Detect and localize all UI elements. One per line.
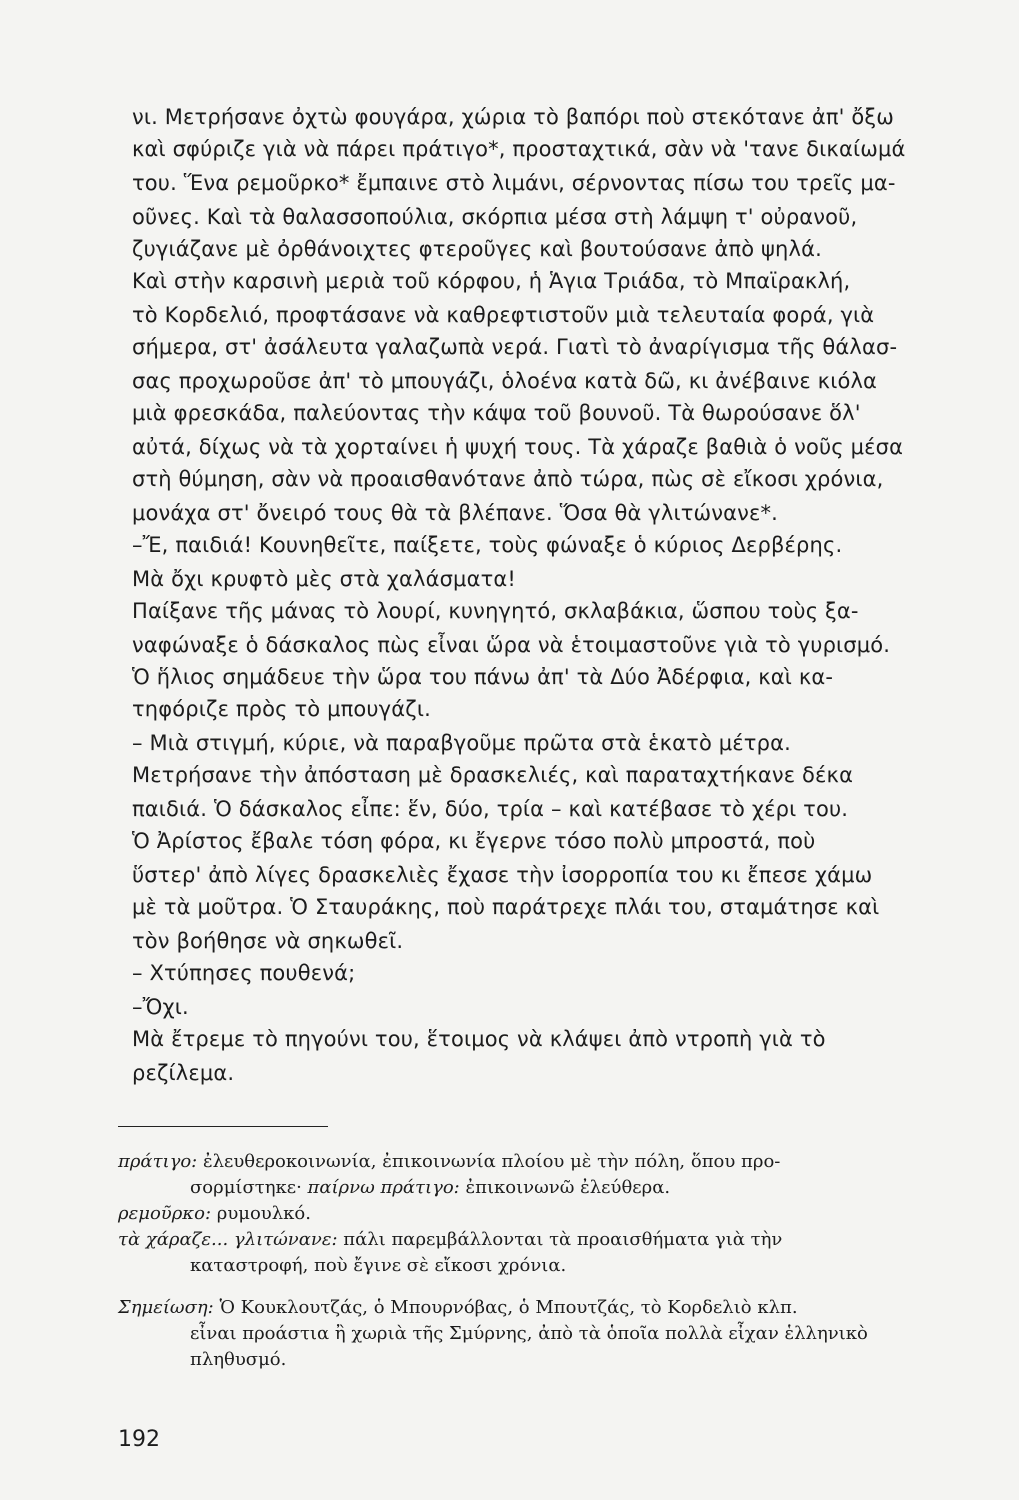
body-line: –Ἔ, παιδιά! Κουνηθεῖτε, παίξετε, τοὺς φώναξε ὁ κύριος Δερβέρης. bbox=[132, 533, 843, 557]
footnote-text: ἐπικοινωνῶ ἐλεύθερα. bbox=[459, 1177, 671, 1198]
body-line: ζυγιάζανε μὲ ὀρθάνοιχτες φτεροῦγες καὶ βουτούσανε ἀπὸ ψηλά. bbox=[132, 237, 822, 261]
footnote-line bbox=[118, 1228, 782, 1252]
body-line: Μετρήσανε τὴν ἀπόσταση μὲ δρασκελιές, καὶ παραταχτήκανε δέκα bbox=[132, 763, 854, 787]
footnote-line bbox=[190, 1254, 566, 1278]
body-line: ὕστερ' ἀπὸ λίγες δρασκελιὲς ἔχασε τὴν ἰσορροπία του κι ἔπεσε χάμω bbox=[132, 863, 873, 887]
body-line: μονάχα στ' ὄνειρό τους θὰ τὰ βλέπανε. Ὅσα θὰ γλιτώνανε*. bbox=[132, 501, 778, 525]
body-line: – Χτύπησες πουθενά; bbox=[132, 961, 356, 985]
body-line: στὴ θύμηση, σὰν νὰ προαισθανότανε ἀπὸ τώρα, πὼς σὲ εἴκοσι χρόνια, bbox=[132, 467, 884, 491]
body-line: τὸ Κορδελιό, προφτάσανε νὰ καθρεφτιστοῦν μιὰ τελευταία φορά, γιὰ bbox=[132, 303, 875, 327]
footnote-text: ρυμουλκό. bbox=[211, 1203, 311, 1224]
footnote-term: ρεμοῦρκο: bbox=[118, 1203, 212, 1224]
body-line: τὸν βοήθησε νὰ σηκωθεῖ. bbox=[132, 929, 404, 953]
body-line: καὶ σφύριζε γιὰ νὰ πάρει πράτιγο*, προσταχτικά, σὰν νὰ 'τανε δικαίωμά bbox=[132, 137, 906, 161]
footnote-line bbox=[118, 1202, 311, 1226]
footnote-term: τὰ χάραζε... γλιτώνανε: bbox=[118, 1229, 338, 1250]
footnote-text: πληθυσμό. bbox=[190, 1349, 287, 1370]
body-line: ρεζίλεμα. bbox=[132, 1061, 235, 1085]
footnote-line bbox=[118, 1296, 798, 1320]
body-line: παιδιά. Ὁ δάσκαλος εἶπε: ἕν, δύο, τρία – καὶ κατέβασε τὸ χέρι του. bbox=[132, 797, 849, 821]
body-line: σήμερα, στ' ἀσάλευτα γαλαζωπὰ νερά. Γιατὶ τὸ ἀναρίγισμα τῆς θάλασ- bbox=[132, 335, 898, 359]
footnote-text: εἶναι προάστια ἢ χωριὰ τῆς Σμύρνης, ἀπὸ τὰ ὁποῖα πολλὰ εἶχαν ἑλληνικὸ bbox=[190, 1323, 868, 1344]
body-line: – Μιὰ στιγμή, κύριε, νὰ παραβγοῦμε πρῶτα στὰ ἑκατὸ μέτρα. bbox=[132, 731, 791, 755]
footnote-line bbox=[190, 1348, 286, 1372]
footnote-text: πάλι παρεμβάλλονται τὰ προαισθήματα γιὰ τὴν bbox=[337, 1229, 783, 1250]
body-line: σας προχωροῦσε ἀπ' τὸ μπουγάζι, ὁλοένα κατὰ δῶ, κι ἀνέβαινε κιόλα bbox=[132, 369, 878, 393]
body-line: νι. Μετρήσανε ὀχτὼ φουγάρα, χώρια τὸ βαπόρι ποὺ στεκότανε ἀπ' ὄξω bbox=[132, 105, 894, 129]
footnote-term: παίρνω πράτιγο: bbox=[307, 1177, 460, 1198]
body-line: αὐτά, δίχως νὰ τὰ χορταίνει ἡ ψυχή τους. Τὰ χάραζε βαθιὰ ὁ νοῦς μέσα bbox=[132, 435, 904, 459]
body-line: οῦνες. Καὶ τὰ θαλασσοπούλια, σκόρπια μέσα στὴ λάμψη τ' οὐρανοῦ, bbox=[132, 205, 858, 229]
body-line: ναφώναξε ὁ δάσκαλος πὼς εἶναι ὥρα νὰ ἑτοιμαστοῦνε γιὰ τὸ γυρισμό. bbox=[132, 633, 891, 657]
body-line: Παίξανε τῆς μάνας τὸ λουρί, κυνηγητό, σκλαβάκια, ὥσπου τοὺς ξα- bbox=[132, 599, 859, 623]
body-line: του. Ἕνα ρεμοῦρκο* ἔμπαινε στὸ λιμάνι, σέρνοντας πίσω του τρεῖς μα- bbox=[132, 171, 896, 195]
footnote-divider bbox=[118, 1126, 328, 1127]
footnote-text: καταστροφή, ποὺ ἔγινε σὲ εἴκοσι χρόνια. bbox=[190, 1255, 567, 1276]
footnote-text: σορμίστηκε· bbox=[190, 1177, 308, 1198]
body-line: Καὶ στὴν καρσινὴ μεριὰ τοῦ κόρφου, ἡ Ἁγια Τριάδα, τὸ Μπαϊρακλή, bbox=[132, 269, 851, 293]
footnote-line bbox=[190, 1322, 868, 1346]
page-number: 192 bbox=[118, 1427, 160, 1452]
footnote-text: Ὁ Κουκλουτζάς, ὁ Μπουρνόβας, ὁ Μπουτζάς, τὸ Κορδελιὸ κλπ. bbox=[213, 1297, 798, 1318]
body-line: Ὁ Ἀρίστος ἔβαλε τόση φόρα, κι ἔγερνε τόσο πολὺ μπροστά, ποὺ bbox=[132, 829, 816, 853]
footnote-line bbox=[118, 1150, 780, 1174]
body-line: μὲ τὰ μοῦτρα. Ὁ Σταυράκης, ποὺ παράτρεχε πλάι του, σταμάτησε καὶ bbox=[132, 895, 880, 919]
footnote-term: πράτιγο: bbox=[118, 1151, 198, 1172]
footnote-term: Σημείωση: bbox=[118, 1297, 214, 1318]
body-line: τηφόριζε πρὸς τὸ μπουγάζι. bbox=[132, 697, 431, 721]
body-line: μιὰ φρεσκάδα, παλεύοντας τὴν κάψα τοῦ βουνοῦ. Τὰ θωρούσανε ὅλ' bbox=[132, 401, 861, 425]
body-line: Μὰ ὄχι κρυφτὸ μὲς στὰ χαλάσματα! bbox=[132, 567, 516, 591]
footnote-line bbox=[190, 1176, 670, 1200]
body-line: Μὰ ἔτρεμε τὸ πηγούνι του, ἕτοιμος νὰ κλάψει ἀπὸ ντροπὴ γιὰ τὸ bbox=[132, 1027, 826, 1051]
body-line: Ὁ ἥλιος σημάδευε τὴν ὥρα του πάνω ἀπ' τὰ Δύο Ἀδέρφια, καὶ κα- bbox=[132, 665, 834, 689]
footnote-text: ἐλευθεροκοινωνία, ἐπικοινωνία πλοίου μὲ τὴν πόλη, ὅπου προ- bbox=[197, 1151, 781, 1172]
body-line: –Ὄχι. bbox=[132, 995, 189, 1019]
